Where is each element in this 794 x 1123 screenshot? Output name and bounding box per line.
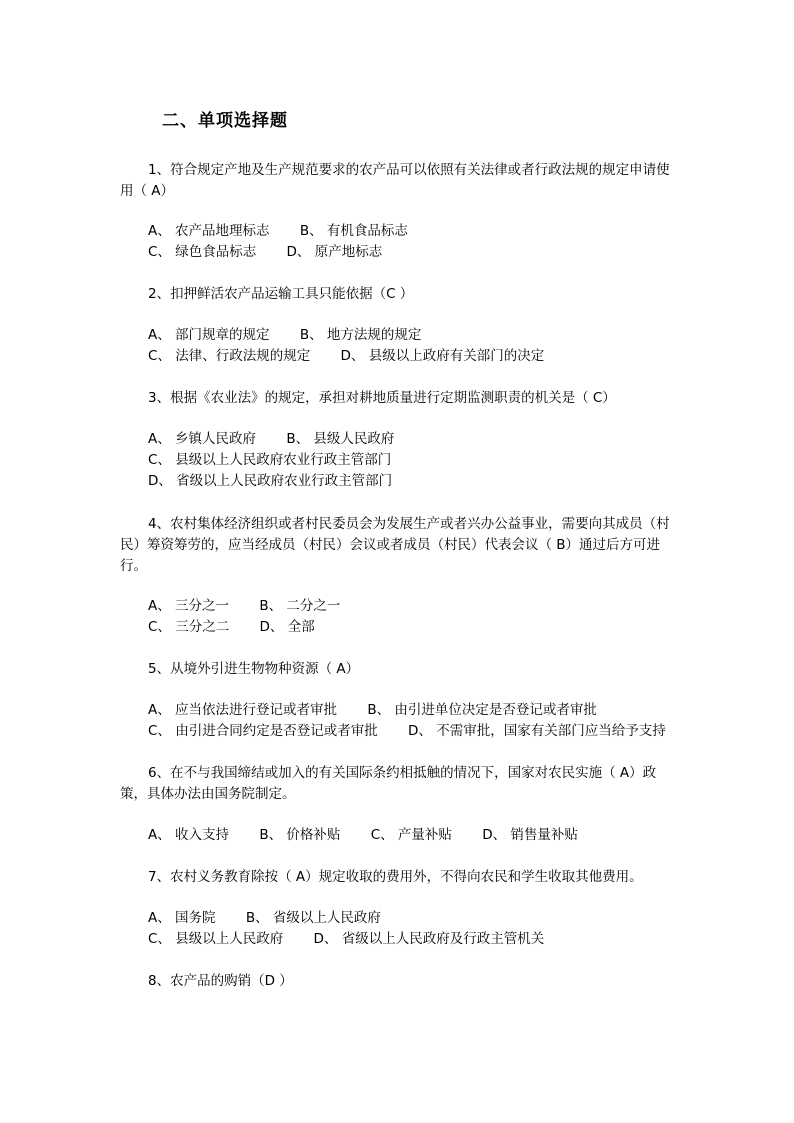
question-6-option-d: D、 销售量补贴 bbox=[482, 827, 578, 843]
question-6-options-row-1 bbox=[148, 825, 604, 846]
question-7-option-d: D、 省级以上人民政府及行政主管机关 bbox=[313, 931, 545, 947]
question-7-text: 7、农村义务教育除按（ A）规定收取的费用外，不得向农民和学生收取其他费用。 bbox=[148, 869, 643, 885]
question-2-options-row-2 bbox=[148, 346, 570, 367]
question-2-text: 2、扣押鲜活农产品运输工具只能依据（C ） bbox=[148, 286, 414, 302]
question-3-option-c: C、 县级以上人民政府农业行政主管部门 bbox=[148, 452, 392, 468]
question-6-option-c: C、 产量补贴 bbox=[370, 827, 452, 843]
question-1-option-c: C、 绿色食品标志 bbox=[148, 244, 257, 260]
section-title: 二、单项选择题 bbox=[162, 111, 288, 131]
question-1-options-row-1 bbox=[148, 221, 434, 242]
question-1-options-row-2 bbox=[148, 242, 408, 263]
question-5-option-c: C、 由引进合同约定是否登记或者审批 bbox=[148, 723, 378, 739]
question-3-text: 3、根据《农业法》的规定，承担对耕地质量进行定期监测职责的机关是（ C） bbox=[148, 390, 616, 406]
question-5-options-row-1 bbox=[148, 700, 623, 721]
question-7-option-b: B、 省级以上人民政府 bbox=[245, 910, 381, 926]
question-4-option-b: B、 二分之一 bbox=[259, 598, 341, 614]
question-7-option-c: C、 县级以上人民政府 bbox=[148, 931, 284, 947]
question-1-text: 1、符合规定产地及生产规范要求的农产品可以依照有关法律或者行政法规的规定申请使用（ A） bbox=[120, 162, 670, 199]
question-3-option-b: B、 县级人民政府 bbox=[286, 431, 395, 447]
question-3-options-row-3 bbox=[148, 471, 418, 492]
question-5-option-b: B、 由引进单位决定是否登记或者审批 bbox=[367, 702, 597, 718]
question-3-option-d: D、 省级以上人民政府农业行政主管部门 bbox=[148, 473, 393, 489]
question-2-options-row-1 bbox=[148, 325, 447, 346]
question-4-options-row-2 bbox=[148, 617, 341, 638]
question-3-options-row-1 bbox=[148, 429, 420, 450]
question-4-option-a: A、 三分之一 bbox=[148, 598, 230, 614]
question-4-option-d: D、 全部 bbox=[259, 619, 315, 635]
question-5-options-row-2 bbox=[148, 721, 692, 742]
question-2-option-a: A、 部门规章的规定 bbox=[148, 327, 270, 343]
question-3-options-row-2 bbox=[148, 450, 417, 471]
question-7-options-row-1 bbox=[148, 908, 407, 929]
question-2-option-c: C、 法律、行政法规的规定 bbox=[148, 348, 311, 364]
question-4-text: 4、农村集体经济组织或者村民委员会为发展生产或者兴办公益事业，需要向其成员（村民）筹资筹劳的，应当经成员（村民）会议或者成员（村民）代表会议（ B）通过后方可进行。 bbox=[120, 516, 670, 574]
question-7-options-row-2 bbox=[148, 929, 570, 950]
question-5-option-a: A、 应当依法进行登记或者审批 bbox=[148, 702, 338, 718]
question-4-option-c: C、 三分之二 bbox=[148, 619, 230, 635]
question-2-option-b: B、 地方法规的规定 bbox=[299, 327, 422, 343]
question-6-option-a: A、 收入支持 bbox=[148, 827, 230, 843]
question-2-option-d: D、 县级以上政府有关部门的决定 bbox=[340, 348, 545, 364]
question-5-option-d: D、 不需审批，国家有关部门应当给予支持 bbox=[408, 723, 666, 739]
question-4-options-row-1 bbox=[148, 596, 366, 617]
question-6-text: 6、在不与我国缔结或加入的有关国际条约相抵触的情况下，国家对农民实施（ A）政策，具体办法由国务院制定。 bbox=[120, 765, 657, 802]
question-1-option-d: D、 原产地标志 bbox=[286, 244, 383, 260]
question-6-option-b: B、 价格补贴 bbox=[259, 827, 341, 843]
question-5-text: 5、从境外引进生物物种资源（ A） bbox=[148, 661, 360, 677]
question-1-option-a: A、 农产品地理标志 bbox=[148, 223, 270, 239]
question-3-option-a: A、 乡镇人民政府 bbox=[148, 431, 257, 447]
question-1-option-b: B、 有机食品标志 bbox=[299, 223, 408, 239]
question-7-option-a: A、 国务院 bbox=[148, 910, 216, 926]
question-8-text: 8、农产品的购销（D ） bbox=[148, 973, 293, 989]
